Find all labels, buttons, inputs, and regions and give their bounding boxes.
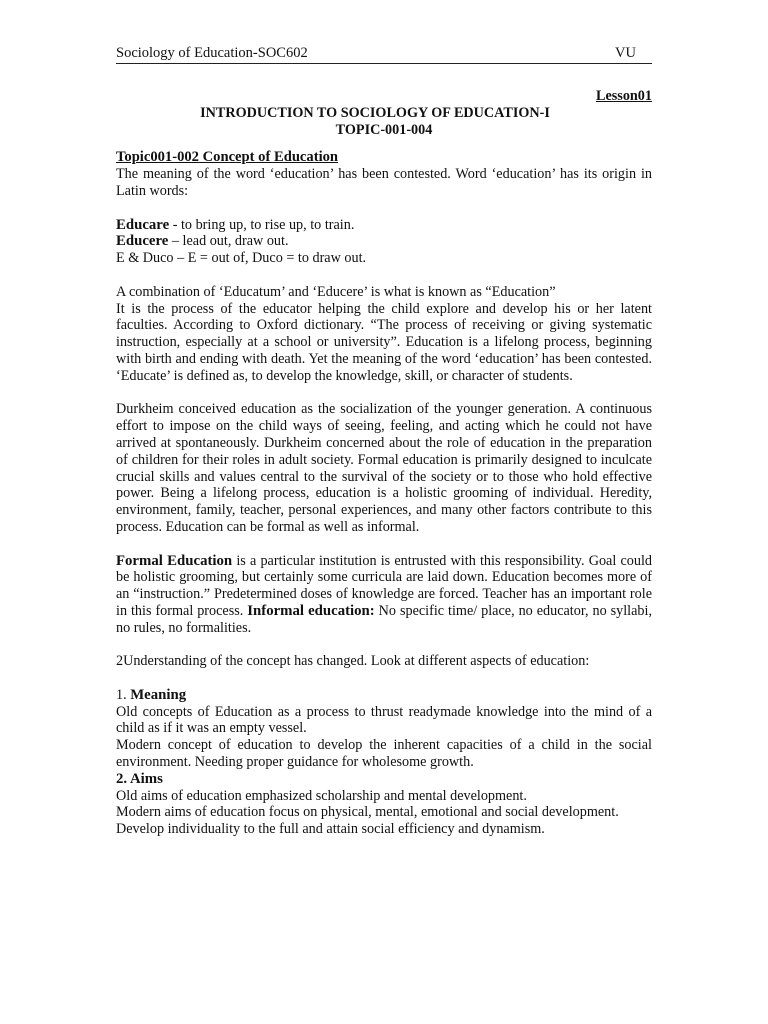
formal-education-paragraph: Formal Education is a particular institution is entrusted with this responsibility. Goal could be holistic grooming, but certainly some curricula are laid down. Education becomes more of an “instruction.” Predetermined doses of knowledge are forced. Teacher has an important role in this formal process. Informal education: No specific time/ place, no educator, no syllabi, no rules, no formalities. [116,552,653,636]
document-body [116,88,652,838]
latin-educere: Educere – lead out, draw out. [116,233,289,250]
term-educare: Educare [116,216,170,233]
meaning-heading: 1. Meaning [116,686,187,703]
course-title: Sociology of Education-SOC602 [116,45,308,61]
aims-develop: Develop individuality to the full and attain social efficiency and dynamism. [116,821,545,838]
aims-modern: Modern aims of education focus on physical, mental, emotional and social development. [116,804,619,821]
section-heading: Topic001-002 Concept of Education [116,149,339,166]
term-educere: Educere [116,233,169,250]
formal-education-term: Formal Education [116,552,233,569]
eduction-line: E & Duco – E = out of, Duco = to draw out. [116,250,367,267]
document-title: INTRODUCTION TO SOCIOLOGY OF EDUCATION-I [200,104,550,121]
definition-paragraph: It is the process of the educator helping the child explore and develop his or her latent faculties. According to Oxford dictionary. “The process of receiving or giving systematic instruction, especially at a school or university”. Education is a lifelong process, beginning with birth and ending with death. Yet the meaning of the word ‘education’ has been contested. ‘Educate’ is defined as, to develop the knowledge, skill, or character of students. [116,300,652,384]
page-header [116,44,652,64]
aims-heading: 2. Aims [116,770,163,787]
combination-line: A combination of ‘Educatum’ and ‘Educere’ is what is known as “Education” [116,283,556,300]
durkheim-paragraph: Durkheim conceived education as the socialization of the younger generation. A continuous effort to impose on the child ways of seeing, feeling, and acting which he could not have arrived at spontaneously. Durkheim concerned about the role of education in the preparation of children for their roles in adult society. Formal education is primarily designed to inculcate crucial skills and values central to the survival of the society or to those who hold effective power. Being a lifelong process, education is a holistic grooming of individual. Heredity, environment, family, teacher, personal experiences, and many other factors contribute to this process. Education can be formal as well as informal. [116,401,652,535]
institution-label: VU [615,45,636,61]
lesson-label: Lesson01 [596,88,652,104]
latin-educare: Educare - to bring up, to rise up, to train. [116,216,355,233]
meaning-modern: Modern concept of education to develop the inherent capacities of a child in the social environment. Needing proper guidance for wholesome growth. [116,737,652,771]
intro-paragraph: The meaning of the word ‘education’ has been contested. Word ‘education’ has its origin in Latin words: [116,166,652,199]
meaning-old: Old concepts of Education as a process to thrust readymade knowledge into the mind of a child as if it was an empty vessel. [116,703,652,737]
understanding-line: 2Understanding of the concept has changed. Look at different aspects of education: [116,653,590,670]
informal-education-term: Informal education: [247,602,375,619]
topic-range: TOPIC-001-004 [335,121,433,138]
aims-old: Old aims of education emphasized scholarship and mental development. [116,787,527,804]
